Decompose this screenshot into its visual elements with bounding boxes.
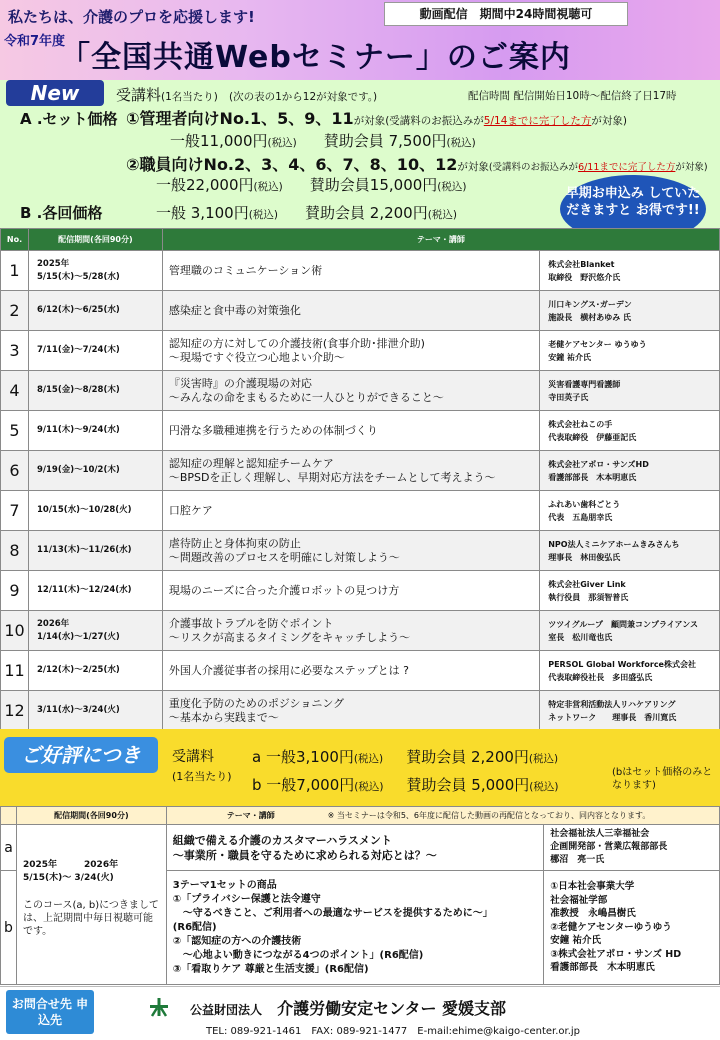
row-theme	[162, 411, 539, 451]
row-instructor-line: 老健ケアセンター ゆうゆう	[548, 339, 647, 349]
tax-label: (税込)	[253, 181, 283, 193]
row-theme-line: 円滑な多職種連携を行うための体制づくり	[168, 423, 378, 437]
fee-per: (1名当たり)	[161, 91, 218, 103]
row-number: 12	[1, 691, 29, 731]
row-instructor	[540, 451, 720, 491]
bInst-line: ①日本社会事業大学	[550, 881, 635, 893]
row-period-line: 7/11(金)～7/24(木)	[36, 345, 120, 355]
tax-label: (税込)	[248, 209, 278, 221]
row-instructor-line: PERSOL Global Workforce株式会社	[548, 659, 696, 669]
row-period-line: 9/11(木)～9/24(水)	[36, 425, 120, 435]
rebroadcast-table	[0, 806, 720, 985]
row-instructor-line: 寺田英子氏	[548, 392, 589, 402]
staff-deadline: 6/11までに完了した方	[578, 162, 676, 173]
page-title: 「全国共通Webセミナー」のご案内	[60, 40, 571, 75]
table-row	[1, 651, 720, 691]
row-instructor-line: 特定非営利活動法人リハケアリング	[548, 699, 676, 709]
row-period-line: 10/15(水)～10/28(火)	[36, 505, 132, 515]
row-instructor-line: 室長 松川竜也氏	[548, 632, 613, 642]
course-a-instructor	[544, 825, 720, 871]
fee-label: 受講料	[116, 86, 162, 104]
row-instructor-line: 株式会社アポロ・サンズHD	[548, 459, 649, 469]
tax-label: (税込)	[353, 753, 384, 765]
popular-a-line	[252, 746, 558, 767]
col-blank	[1, 807, 17, 825]
popular-a-general: a 一般3,100円	[252, 748, 354, 766]
tax-label: (税込)	[446, 137, 476, 149]
row-theme	[162, 291, 539, 331]
staff-general-price: 一般22,000円	[156, 176, 254, 194]
tax-label: (税込)	[427, 209, 457, 221]
single-price-label: B .各回価格	[20, 204, 103, 222]
row-instructor	[540, 691, 720, 731]
table-row	[1, 571, 720, 611]
table-row	[1, 291, 720, 331]
staff-line	[126, 152, 708, 175]
col-no: No.	[1, 229, 29, 251]
table-row	[1, 611, 720, 651]
row-instructor-line: 代表取締役 伊藤亜記氏	[548, 432, 637, 442]
bTheme-line: ～守るべきこと、ご利用者への最適なサービスを提供するために～」	[172, 907, 493, 919]
course-period-cell	[16, 825, 166, 985]
delivery-time: 配信時間 配信開始日10時～配信終了日17時	[468, 90, 677, 102]
row-instructor-line: 川口キングス･ガーデン	[548, 299, 632, 309]
row-theme-line: ～BPSDを正しく理解し、早期対応方法をチームとして考えよう～	[168, 470, 496, 484]
manager-target: が対象	[353, 115, 386, 127]
aInst-line: 社会福祉法人三幸福祉会	[550, 829, 650, 839]
bTheme-line: ～心地よい動きにつながる4つのポイント」(R6配信)	[172, 949, 424, 961]
bTheme-line: (R6配信)	[172, 921, 217, 933]
table-row	[1, 371, 720, 411]
tagline: 私たちは、介護のプロを応援します!	[8, 8, 255, 26]
row-number: 10	[1, 611, 29, 651]
row-number: 9	[1, 571, 29, 611]
row-instructor	[540, 611, 720, 651]
bInst-line: ②老健ケアセンターゆうゆう	[550, 921, 672, 933]
row-period	[28, 251, 162, 291]
contact-badge: お問合せ先 申込先	[6, 990, 94, 1034]
bInst-line: ③株式会社アポロ・サンズ HD	[550, 948, 682, 960]
table-row	[1, 251, 720, 291]
row-instructor	[540, 651, 720, 691]
row-theme	[162, 531, 539, 571]
table-row	[1, 411, 720, 451]
manager-title: ①管理者向けNo.1、5、9、11	[126, 109, 354, 128]
col-theme: テーマ・講師	[162, 229, 719, 251]
row-theme-line: 外国人介護従事者の採用に必要なステップとは ?	[168, 663, 409, 677]
row-label-b: b	[1, 871, 17, 985]
row-instructor-line: 取締役 野沢悠介氏	[548, 272, 621, 282]
col-period: 配信期間(各回90分)	[16, 807, 166, 825]
row-instructor-line: 施設長 横村あゆみ 氏	[548, 312, 631, 322]
row-theme-line: 認知症の方に対しての介護技術(食事介助･排泄介助)	[168, 336, 425, 350]
manager-note-post: が対象)	[591, 115, 627, 127]
row-instructor-line: 執行役員 那須智普氏	[548, 592, 629, 602]
new-badge: New	[6, 80, 104, 106]
row-period-line: 2026年	[36, 618, 70, 629]
bInst-line: 社会福祉学部	[550, 894, 608, 906]
row-theme	[162, 251, 539, 291]
row-theme-line: 口腔ケア	[168, 503, 213, 517]
row-number: 7	[1, 491, 29, 531]
popular-b-line	[252, 774, 558, 795]
bInst-line: 看護部部長 木本明恵氏	[550, 962, 655, 974]
staff-prices	[156, 174, 467, 195]
bTheme-line: ②「認知症の方への介護技術	[172, 935, 302, 947]
row-number: 8	[1, 531, 29, 571]
table-row	[1, 531, 720, 571]
fee-line	[116, 84, 377, 105]
row-instructor-line: ネットワーク 理事長 香川寛氏	[548, 712, 677, 722]
tax-label: (税込)	[267, 137, 297, 149]
row-period-line: 11/13(木)～11/26(水)	[36, 545, 132, 555]
row-theme	[162, 331, 539, 371]
single-prices	[156, 202, 457, 223]
fee-note: (次の表の1から12が対象です。)	[228, 91, 378, 103]
row-theme	[162, 451, 539, 491]
row-instructor-line: 株式会社Giver Link	[548, 579, 626, 589]
course-range: 5/15(木)～ 3/24(火)	[22, 873, 114, 883]
row-number: 5	[1, 411, 29, 451]
row-instructor	[540, 571, 720, 611]
row-theme	[162, 491, 539, 531]
center-logo-icon	[148, 996, 170, 1018]
manager-deadline: 5/14までに完了した方	[483, 115, 592, 127]
tax-label: (税込)	[354, 781, 384, 793]
row-theme-line: 現場のニーズに合った介護ロボットの見つけ方	[168, 583, 400, 597]
row-theme-line: 感染症と食中毒の対策強化	[168, 303, 301, 317]
row-theme	[162, 691, 539, 731]
popular-b-general: b 一般7,000円	[252, 776, 355, 794]
row-instructor-line: ふれあい歯科ごとう	[548, 499, 621, 509]
row-period	[28, 411, 162, 451]
bTheme-line: ①「プライバシー保護と法令遵守	[172, 893, 321, 905]
row-instructor	[540, 331, 720, 371]
row-period	[28, 531, 162, 571]
row-theme-line: 重度化予防のためのポジショニング	[168, 696, 345, 710]
row-period	[28, 651, 162, 691]
aInst-line: 企画開発部・営業広報部部長	[550, 842, 668, 852]
row-period-line: 12/11(木)～12/24(水)	[36, 585, 132, 595]
row-instructor	[540, 291, 720, 331]
aTheme-line: ～事業所・職員を守るために求められる対応とは？～	[172, 848, 437, 862]
row-instructor-line: NPO法人ミニケアホームきみさんち	[548, 539, 680, 549]
row-theme	[162, 651, 539, 691]
staff-target: が対象	[457, 161, 489, 173]
tax-label: (税込)	[529, 781, 559, 793]
staff-title: ②職員向けNo.2、3、4、6、7、8、10、12	[126, 155, 458, 174]
popular-b-member: 賛助会員 5,000円	[406, 776, 530, 794]
row-label-a: a	[1, 825, 17, 871]
row-period-line: 8/15(金)～8/28(木)	[36, 385, 120, 395]
row-period	[28, 691, 162, 731]
table-row	[1, 491, 720, 531]
manager-prices	[170, 130, 476, 151]
row-period	[28, 571, 162, 611]
row-theme-line: ～問題改善のプロセスを明確にし対策しよう～	[168, 550, 400, 564]
org-name: 介護労働安定センター 愛媛支部	[277, 999, 507, 1018]
row-number: 1	[1, 251, 29, 291]
course-note: このコース(a, b)につきましては、上記期間中毎日視聴可能です。	[22, 900, 159, 937]
org-line	[190, 996, 506, 1019]
row-theme	[162, 611, 539, 651]
row-period	[28, 611, 162, 651]
bInst-line: 准教授 永嶋昌樹氏	[550, 908, 636, 920]
seminar-schedule-table	[0, 228, 720, 731]
row-number: 4	[1, 371, 29, 411]
popular-note: (bはセット価格のみとなります)	[612, 767, 713, 791]
row-theme-line: 介護事故トラブルを防ぐポイント	[168, 616, 334, 630]
staff-note-pre: (受講料のお振込みが	[488, 162, 579, 173]
row-instructor-line: 看護部部長 木本明恵氏	[548, 472, 637, 482]
bTheme-line: 3テーマ1セットの商品	[172, 879, 277, 891]
row-theme	[162, 571, 539, 611]
row-period-line: 2025年	[36, 258, 70, 269]
row-period	[28, 491, 162, 531]
course-a-theme	[166, 825, 543, 871]
course-years: 2025年 2026年	[22, 860, 119, 870]
row-theme-line: ～みんなの命をまもるために一人ひとりができること～	[168, 390, 444, 404]
row-period-line: 5/15(木)～5/28(水)	[36, 271, 120, 282]
early-application-promo: 早期お申込み していただきますと お得です!!	[560, 175, 706, 243]
manager-member-price: 賛助会員 7,500円	[323, 132, 447, 150]
row-instructor	[540, 371, 720, 411]
tax-label: (税込)	[528, 753, 559, 765]
aInst-line: 梛沼 亮一氏	[550, 855, 605, 865]
row-instructor-line: 代表取締役社長 多田盛弘氏	[548, 672, 653, 682]
row-instructor	[540, 531, 720, 571]
row-instructor	[540, 491, 720, 531]
row-theme-line: ～リスクが高まるタイミングをキャッチしよう～	[168, 630, 411, 644]
popular-a-member: 賛助会員 2,200円	[406, 748, 529, 766]
course-b-theme	[166, 871, 543, 985]
row-period-line: 1/14(水)～1/27(火)	[36, 631, 120, 642]
staff-member-price: 賛助会員15,000円	[309, 176, 438, 194]
theme-header: テーマ・講師	[226, 811, 275, 820]
manager-note-pre: (受講料のお振込みが	[385, 115, 484, 127]
popular-badge: ご好評につき	[4, 737, 158, 773]
row-instructor-line: 代表 五島朋幸氏	[548, 512, 613, 522]
table-row	[1, 451, 720, 491]
row-number: 11	[1, 651, 29, 691]
row-theme-line: ～現場ですぐ役立つ心地よい介助～	[168, 350, 345, 364]
row-number: 3	[1, 331, 29, 371]
single-general-price: 一般 3,100円	[156, 204, 249, 222]
row-instructor-line: 株式会社Blanket	[548, 259, 615, 269]
row-instructor-line: 安鐘 祐介氏	[548, 352, 591, 362]
row-theme	[162, 371, 539, 411]
row-period	[28, 331, 162, 371]
staff-note-post: が対象)	[675, 162, 708, 173]
row-instructor-line: ツツイグループ 顧問兼コンプライアンス	[548, 619, 698, 629]
course-b-instructor	[544, 871, 720, 985]
row-instructor-line: 災害看護専門看護師	[548, 379, 621, 389]
row-theme-line: 管理職のコミュニケーション術	[168, 263, 323, 277]
manager-general-price: 一般11,000円	[170, 132, 268, 150]
row-instructor-line: 株式会社ねこの手	[548, 419, 613, 429]
manager-line	[126, 106, 627, 129]
row-instructor-line: 理事長 林田俊弘氏	[548, 552, 621, 562]
row-number: 2	[1, 291, 29, 331]
row-instructor	[540, 251, 720, 291]
single-member-price: 賛助会員 2,200円	[305, 204, 428, 222]
row-theme-line: 認知症の理解と認知症チームケア	[168, 456, 334, 470]
bTheme-line: ③「看取りケア 尊厳と生活支援」(R6配信)	[172, 963, 369, 975]
row-period-line: 2/12(木)～2/25(水)	[36, 665, 120, 675]
contact-info: TEL: 089-921-1461 FAX: 089-921-1477 E-mail:ehime@kaigo-center.or.jp	[206, 1026, 581, 1037]
row-instructor	[540, 411, 720, 451]
table-row	[1, 331, 720, 371]
org-prefix: 公益財団法人	[190, 1003, 263, 1017]
tax-label: (税込)	[437, 181, 467, 193]
row-number: 6	[1, 451, 29, 491]
row-period	[28, 291, 162, 331]
popular-fee-per: (1名当たり)	[172, 770, 232, 783]
fiscal-year-label: 令和7年度	[4, 34, 66, 49]
row-period-line: 9/19(金)～10/2(木)	[36, 465, 120, 475]
streaming-note: 動画配信 期間中24時間視聴可	[384, 2, 628, 26]
col-theme	[166, 807, 719, 825]
row-period	[28, 451, 162, 491]
row-theme-line: ～基本から実践まで～	[168, 710, 279, 724]
row-theme-line: 『災害時』の介護現場の対応	[168, 376, 312, 390]
aTheme-line: 組織で備える介護のカスタマーハラスメント	[172, 833, 392, 847]
bInst-line: 安鐘 祐介氏	[550, 935, 602, 947]
row-period-line: 3/11(水)～3/24(火)	[36, 705, 120, 715]
popular-fee-label: 受講料	[172, 749, 214, 765]
row-period-line: 6/12(木)～6/25(水)	[36, 305, 120, 315]
rebroadcast-remark: ※ 当セミナーは令和5、6年度に配信した動画の再配信となっており、同内容となります。	[327, 811, 651, 820]
col-period: 配信期間(各回90分)	[28, 229, 162, 251]
row-period	[28, 371, 162, 411]
row-theme-line: 虐待防止と身体拘束の防止	[168, 536, 301, 550]
table-row	[1, 691, 720, 731]
set-price-label: A .セット価格	[20, 110, 118, 128]
